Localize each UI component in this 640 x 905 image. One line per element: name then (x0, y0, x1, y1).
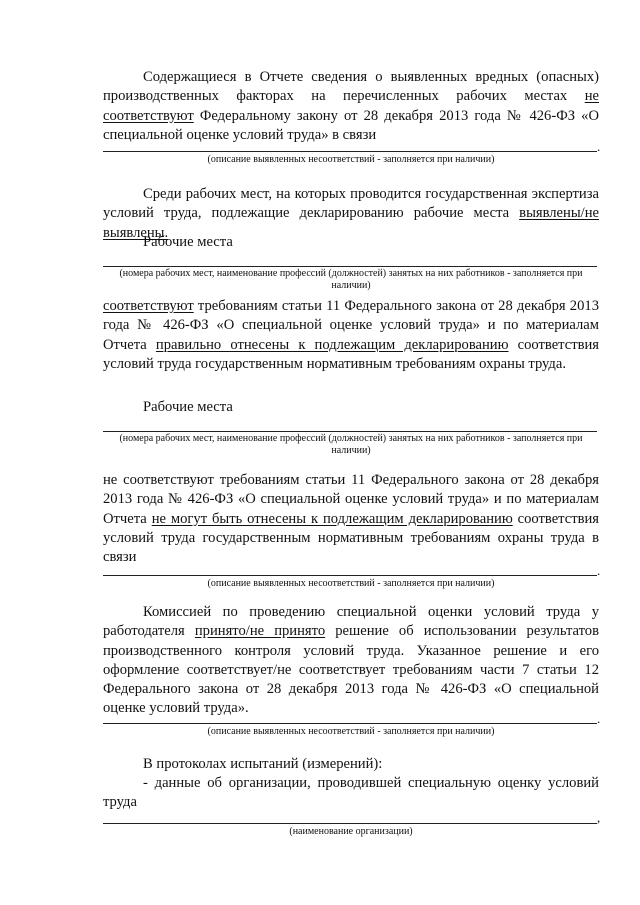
underlined-text: не соответствуют (103, 88, 599, 124)
period-mark: . (597, 711, 601, 726)
protocols-heading: В протоколах испытаний (измерений): (143, 756, 383, 772)
paragraph-harmful-factors (103, 68, 599, 145)
text: соответствия условий труда государственным нормативным требованиям охраны труда. (103, 336, 600, 372)
paragraph-commission-decision (103, 603, 599, 719)
workplaces-label: Рабочие места (143, 399, 233, 415)
underlined-text: соответствуют (103, 298, 194, 314)
fill-line (103, 266, 597, 267)
field-caption: (описание выявленных несоответствий - заполняется при наличии) (207, 726, 495, 737)
text: Комиссией по проведению специальной оценки условий труда у работодателя (103, 604, 599, 640)
fill-line (103, 431, 597, 432)
field-caption: (описание выявленных несоответствий - заполняется при наличии) (207, 154, 495, 165)
field-caption: (наименование организации) (289, 826, 413, 837)
underlined-text: принято/не принято (194, 623, 326, 640)
field-caption: (номера рабочих мест, наименование профессий (должностей) занятых на них работников - заполняется при наличии) (119, 433, 583, 456)
comma-mark: , (597, 810, 601, 825)
fill-line (103, 575, 597, 576)
text: Содержащиеся в Отчете сведения о выявленных вредных (опасных) производственных факторах на перечисленных рабочих местах (103, 69, 599, 105)
underlined-text: правильно отнесены к подлежащим декларированию (155, 336, 509, 353)
fill-line (103, 723, 597, 724)
underlined-text: не могут быть отнесены к подлежащим декларированию (151, 510, 513, 527)
text: не соответствуют требованиям статьи 11 Федерального закона от 28 декабря 2013 года № 426-ФЗ «О специальной оценке условий труда» и по материалам Отчета (103, 472, 599, 527)
underlined-text: выявлены/не выявлены. (103, 205, 599, 241)
paragraph-compliant (103, 297, 599, 374)
text: Среди рабочих мест, на которых проводится государственная экспертиза условий труда, подлежащие декларированию рабочие места (103, 186, 599, 222)
field-caption: (номера рабочих мест, наименование профессий (должностей) занятых на них работников - заполняется при наличии) (119, 268, 583, 291)
fill-line (103, 823, 597, 824)
period-mark: . (597, 563, 601, 578)
organization-data-line: - данные об организации, проводившей специальную оценку условий труда (103, 775, 599, 811)
text: соответствия условий труда государственным нормативным требованиям охраны труда в связи (103, 510, 599, 566)
text: Федеральному закону от 28 декабря 2013 года № 426-ФЗ «О специальной оценке условий труда» в связи (103, 107, 599, 143)
text: требованиям статьи 11 Федерального закона от 28 декабря 2013 года № 426-ФЗ «О специальной оценке условий труда» и по материалам Отчета (103, 298, 599, 353)
text: решение об использовании результатов производственного контроля условий труда. Указанное решение и его оформление соответствует/не соответствует требованиям части 7 статьи 12 Федерального закона от 28 декабря 2013 года № 426-ФЗ «О специальной оценке условий труда». (103, 623, 599, 717)
period-mark: . (597, 139, 601, 154)
field-caption: (описание выявленных несоответствий - заполняется при наличии) (207, 578, 495, 589)
paragraph-noncompliant (103, 471, 599, 567)
fill-line (103, 151, 597, 152)
workplaces-label: Рабочие места (143, 234, 233, 250)
